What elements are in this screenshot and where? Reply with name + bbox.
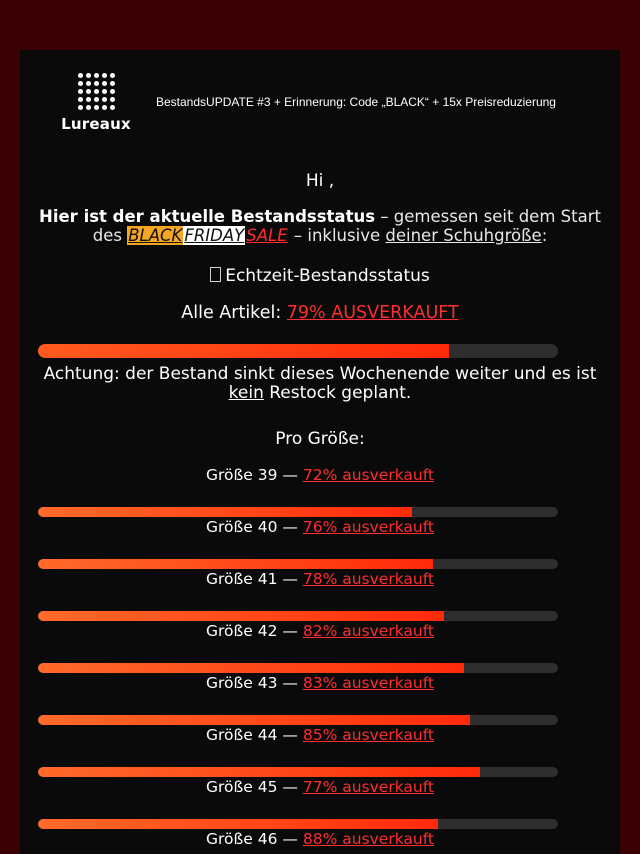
warning-text-1: Achtung: der Bestand sinkt dieses Wochenende weiter und es ist [43,364,597,384]
email-card [20,50,620,854]
size-row-label [20,778,620,796]
size-label-text: Größe 46 — [206,830,303,848]
size-row-label [20,674,620,692]
size-progress-bar [38,767,558,777]
size-row-label [20,726,620,744]
per-size-heading: Pro Größe: [275,429,365,449]
all-items-status [20,303,620,323]
size-label-text: Größe 41 — [206,570,303,588]
size-progress-bar [38,715,558,725]
all-items-progress-fill [38,344,449,358]
size-progress-fill [38,819,438,829]
broken-image-icon [210,267,221,282]
size-sold-out-link[interactable]: 85% ausverkauft [302,726,434,744]
all-items-label: Alle Artikel: [181,303,287,323]
size-progress-fill [38,559,433,569]
intro-paragraph [30,207,610,245]
stock-warning [30,365,610,402]
shoe-size-link[interactable]: deiner Schuhgröße [385,226,542,245]
warning-kein: kein [228,382,264,403]
size-sold-out-link[interactable]: 78% ausverkauft [302,570,434,588]
size-progress-fill [38,611,444,621]
size-progress-bar [38,507,558,517]
email-subject: BestandsUPDATE #3 + Erinnerung: Code „BLACK“ + 15x Preisreduzierung [156,95,556,109]
size-sold-out-link[interactable]: 72% ausverkauft [302,466,434,484]
realtime-status-label: Echtzeit-Bestandsstatus [225,266,430,286]
size-sold-out-link[interactable]: 76% ausverkauft [302,518,434,536]
all-items-value-link[interactable]: 79% AUSVERKAUFT [286,303,459,323]
sale-tag: SALE [246,226,288,245]
size-progress-bar [38,819,558,829]
size-progress-fill [38,507,412,517]
size-progress-bar [38,559,558,569]
intro-bold: Hier ist der aktuelle Bestandsstatus [39,207,376,226]
size-row-label [20,830,620,848]
size-sold-out-link[interactable]: 88% ausverkauft [302,830,434,848]
size-label-text: Größe 39 — [206,466,303,484]
black-tag: BLACK [128,226,183,245]
intro-text-1: – gemessen seit dem Start des [92,207,601,245]
size-sold-out-link[interactable]: 82% ausverkauft [302,622,434,640]
brand-logo[interactable] [60,73,132,133]
size-label-text: Größe 44 — [206,726,303,744]
size-progress-fill [38,767,480,777]
logo-text: Lureaux [61,115,131,133]
size-row-label [20,518,620,536]
size-progress-fill [38,663,464,673]
size-label-text: Größe 43 — [206,674,303,692]
greeting: Hi , [305,171,335,191]
size-row-label [20,622,620,640]
intro-text-2: – inklusive [288,226,386,245]
realtime-status-heading [20,266,620,286]
size-progress-bar [38,611,558,621]
logo-dots-icon [78,73,115,110]
size-progress-fill [38,715,470,725]
size-row-label [20,466,620,484]
size-progress-bar [38,663,558,673]
size-label-text: Größe 40 — [206,518,303,536]
all-items-progress-bar [38,344,558,358]
size-label-text: Größe 42 — [206,622,303,640]
warning-text-2: Restock geplant. [263,382,412,403]
size-row-label [20,570,620,588]
friday-tag: FRIDAY [184,226,245,245]
email-header [20,50,620,150]
size-sold-out-link[interactable]: 77% ausverkauft [302,778,434,796]
intro-text-3: : [541,226,548,245]
size-label-text: Größe 45 — [206,778,303,796]
size-sold-out-link[interactable]: 83% ausverkauft [302,674,434,692]
